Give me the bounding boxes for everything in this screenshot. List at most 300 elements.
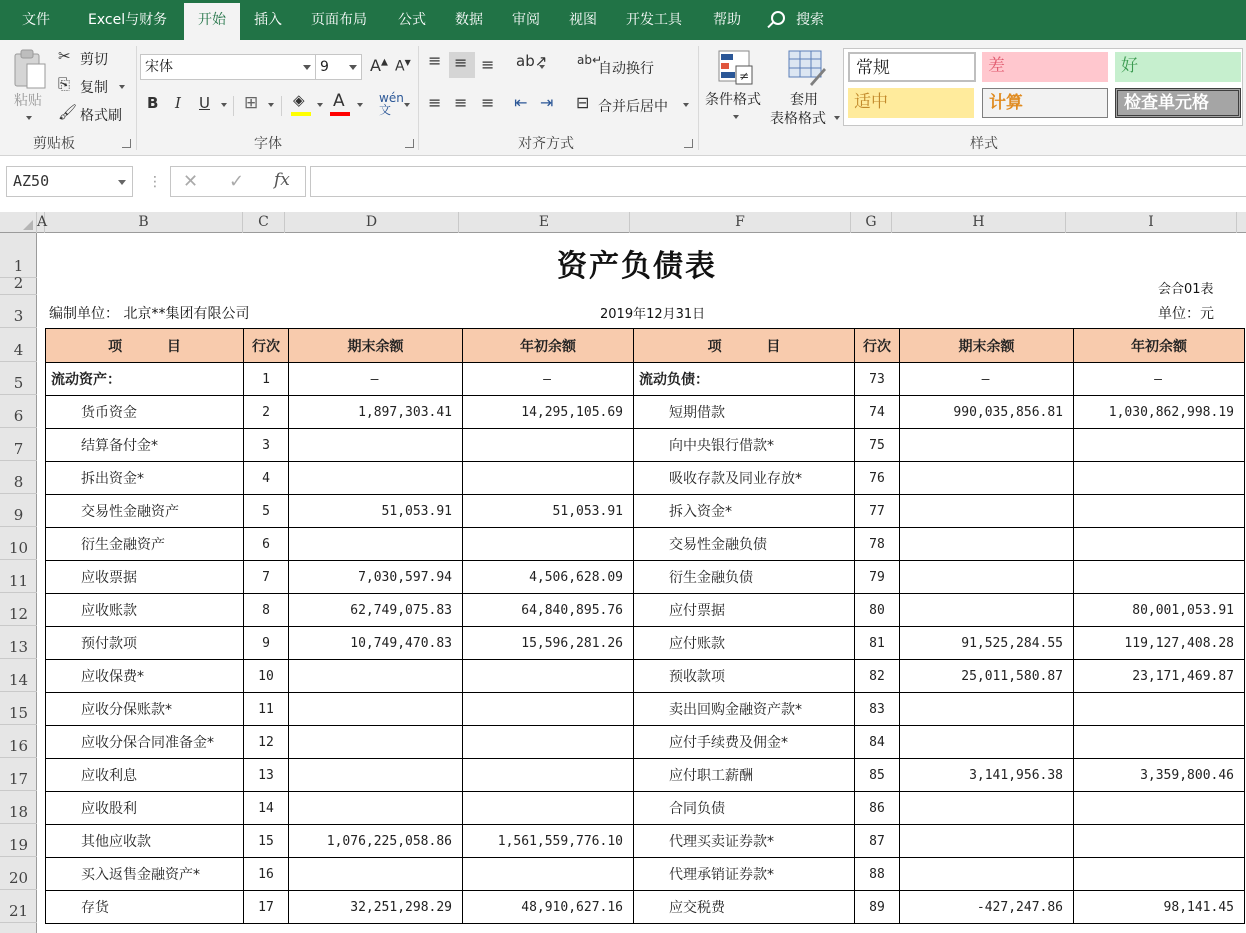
asset-line-no-cell[interactable]: 13 <box>244 759 289 792</box>
asset-line-no-cell[interactable]: 12 <box>244 726 289 759</box>
row-header[interactable] <box>0 395 37 428</box>
asset-opening-cell[interactable]: 14,295,105.69 <box>463 396 634 429</box>
liability-closing-cell[interactable]: 25,011,580.87 <box>900 660 1074 693</box>
divider <box>233 96 234 116</box>
font-family-value: 宋体 <box>145 59 173 75</box>
liability-opening-cell[interactable] <box>1074 792 1245 825</box>
asset-item-cell[interactable]: 预付款项 <box>46 627 244 660</box>
tab-excel-finance[interactable]: Excel与财务 <box>88 12 168 28</box>
asset-opening-cell[interactable] <box>463 792 634 825</box>
liability-opening-cell[interactable] <box>1074 825 1245 858</box>
asset-item-cell[interactable]: 结算备付金* <box>46 429 244 462</box>
row-header[interactable] <box>0 659 37 692</box>
liability-closing-cell[interactable] <box>900 594 1074 627</box>
asset-item-cell[interactable]: 应收利息 <box>46 759 244 792</box>
liability-item-cell[interactable]: 吸收存款及同业存放* <box>634 462 855 495</box>
asset-item-cell[interactable]: 流动资产： <box>46 363 244 396</box>
row-number: 16 <box>8 737 29 755</box>
table-row <box>46 792 1245 825</box>
liability-opening-cell[interactable]: 98,141.45 <box>1074 891 1245 924</box>
column-header-c[interactable]: C <box>243 212 285 233</box>
divider <box>698 46 699 150</box>
row-number: 5 <box>13 374 24 392</box>
align-bottom-icon[interactable]: ≡ <box>481 55 495 74</box>
row-header[interactable] <box>0 824 37 857</box>
liability-line-no-cell[interactable]: 79 <box>855 561 900 594</box>
asset-closing-cell[interactable] <box>289 858 463 891</box>
liability-item-cell[interactable]: 应付手续费及佣金* <box>634 726 855 759</box>
liability-closing-cell[interactable] <box>900 825 1074 858</box>
borders-dropdown-icon[interactable] <box>268 103 274 107</box>
tab-formulas[interactable]: 公式 <box>398 12 426 28</box>
align-right-icon[interactable]: ≡ <box>481 93 495 112</box>
liability-item-cell[interactable]: 代理承销证券款* <box>634 858 855 891</box>
row-header[interactable] <box>0 461 37 494</box>
decrease-font-icon[interactable]: A▼ <box>395 58 411 75</box>
asset-closing-cell[interactable]: 7,030,597.94 <box>289 561 463 594</box>
liability-closing-cell[interactable] <box>900 726 1074 759</box>
chevron-down-icon <box>303 65 311 70</box>
liability-line-no-cell[interactable]: 89 <box>855 891 900 924</box>
underline-button[interactable]: U <box>199 94 210 112</box>
asset-item-cell[interactable]: 应收账款 <box>46 594 244 627</box>
asset-closing-cell[interactable] <box>289 462 463 495</box>
asset-line-no-cell[interactable]: 8 <box>244 594 289 627</box>
currency-unit: 单位：元 <box>1158 306 1214 322</box>
asset-closing-cell[interactable]: 62,749,075.83 <box>289 594 463 627</box>
tab-help[interactable]: 帮助 <box>713 12 741 28</box>
increase-indent-icon[interactable]: ⇥ <box>540 93 554 112</box>
asset-opening-cell[interactable] <box>463 528 634 561</box>
asset-line-no-cell[interactable]: 10 <box>244 660 289 693</box>
name-box-value: AZ50 <box>13 172 50 190</box>
asset-closing-cell[interactable] <box>289 660 463 693</box>
liability-opening-cell[interactable] <box>1074 726 1245 759</box>
liability-opening-cell[interactable]: 23,171,469.87 <box>1074 660 1245 693</box>
asset-opening-cell[interactable] <box>463 858 634 891</box>
form-number: 会合01表 <box>1158 282 1214 297</box>
asset-opening-cell[interactable] <box>463 429 634 462</box>
formula-bar-buttons <box>170 166 306 197</box>
copy-dropdown-icon[interactable] <box>119 85 125 89</box>
row-header[interactable] <box>0 560 37 593</box>
tab-insert[interactable]: 插入 <box>254 12 282 28</box>
tab-review[interactable]: 审阅 <box>512 12 540 28</box>
style-calculation[interactable]: 计算 <box>982 88 1108 118</box>
row-header[interactable] <box>0 274 37 295</box>
liability-item-cell[interactable]: 应付职工薪酬 <box>634 759 855 792</box>
table-row <box>46 363 1245 396</box>
liability-item-cell[interactable]: 衍生金融负债 <box>634 561 855 594</box>
alignment-launcher-icon[interactable] <box>684 139 693 148</box>
column-header-h[interactable]: H <box>892 212 1066 233</box>
liability-item-cell[interactable]: 代理买卖证券款* <box>634 825 855 858</box>
search-box[interactable]: 搜索 <box>796 12 824 28</box>
cancel-icon[interactable]: ✕ <box>183 171 199 192</box>
liability-opening-cell[interactable]: – <box>1074 363 1245 396</box>
liability-line-no-cell[interactable]: 84 <box>855 726 900 759</box>
align-center-icon[interactable]: ≡ <box>454 93 468 112</box>
liability-line-no-cell[interactable]: 76 <box>855 462 900 495</box>
tab-view[interactable]: 视图 <box>569 12 597 28</box>
asset-line-no-cell[interactable]: 1 <box>244 363 289 396</box>
merge-dropdown-icon[interactable] <box>683 103 689 107</box>
tab-data[interactable]: 数据 <box>455 12 483 28</box>
column-headers <box>0 212 1246 233</box>
table-row <box>46 495 1245 528</box>
asset-line-no-cell[interactable]: 5 <box>244 495 289 528</box>
name-box[interactable] <box>6 166 133 197</box>
row-number: 10 <box>8 539 29 557</box>
liability-item-cell[interactable]: 卖出回购金融资产款* <box>634 693 855 726</box>
asset-opening-cell[interactable]: 51,053.91 <box>463 495 634 528</box>
row-number: 12 <box>8 605 29 623</box>
asset-item-cell[interactable]: 其他应收款 <box>46 825 244 858</box>
clipboard-launcher-icon[interactable] <box>122 139 131 148</box>
liability-line-no-cell[interactable]: 86 <box>855 792 900 825</box>
format-as-table-label-1[interactable]: 套用 <box>790 92 818 108</box>
liability-opening-cell[interactable] <box>1074 561 1245 594</box>
asset-item-cell[interactable]: 买入返售金融资产* <box>46 858 244 891</box>
asset-opening-cell[interactable]: 64,840,895.76 <box>463 594 634 627</box>
asset-closing-cell[interactable]: 1,076,225,058.86 <box>289 825 463 858</box>
asset-opening-cell[interactable]: 48,910,627.16 <box>463 891 634 924</box>
liability-line-no-cell[interactable]: 81 <box>855 627 900 660</box>
header-opening-balance[interactable]: 年初余额 <box>1074 329 1245 363</box>
header-closing-balance[interactable]: 期末余额 <box>900 329 1074 363</box>
row-number: 17 <box>8 770 29 788</box>
row-header[interactable] <box>0 758 37 791</box>
phonetic-dropdown-icon[interactable] <box>404 103 410 107</box>
row-number: 11 <box>8 572 29 590</box>
asset-line-no-cell[interactable]: 15 <box>244 825 289 858</box>
asset-line-no-cell[interactable]: 3 <box>244 429 289 462</box>
merge-center-button[interactable]: 合并后居中 <box>598 99 668 115</box>
asset-closing-cell[interactable] <box>289 528 463 561</box>
table-row <box>46 825 1245 858</box>
tab-developer[interactable]: 开发工具 <box>626 12 682 28</box>
underline-dropdown-icon[interactable] <box>221 103 227 107</box>
align-left-icon[interactable]: ≡ <box>428 93 442 112</box>
column-header-b[interactable]: B <box>45 212 243 233</box>
row-number: 13 <box>8 638 29 656</box>
asset-line-no-cell[interactable]: 7 <box>244 561 289 594</box>
liability-opening-cell[interactable]: 3,359,800.46 <box>1074 759 1245 792</box>
row-header[interactable] <box>0 593 37 626</box>
asset-closing-cell[interactable]: 10,749,470.83 <box>289 627 463 660</box>
fill-color-swatch <box>291 112 311 116</box>
liability-line-no-cell[interactable]: 82 <box>855 660 900 693</box>
liability-opening-cell[interactable] <box>1074 429 1245 462</box>
table-row <box>46 726 1245 759</box>
font-size-combo[interactable] <box>315 54 362 80</box>
cut-button[interactable]: 剪切 <box>80 52 108 68</box>
clipboard-group-label: 剪贴板 <box>33 136 75 152</box>
asset-line-no-cell[interactable]: 16 <box>244 858 289 891</box>
liability-item-cell[interactable]: 应付票据 <box>634 594 855 627</box>
liability-line-no-cell[interactable]: 77 <box>855 495 900 528</box>
sheet-cells[interactable] <box>37 233 1246 933</box>
liability-line-no-cell[interactable]: 75 <box>855 429 900 462</box>
format-painter-button[interactable]: 格式刷 <box>80 108 122 124</box>
header-closing-balance[interactable]: 期末余额 <box>289 329 463 363</box>
liability-closing-cell[interactable]: – <box>900 363 1074 396</box>
row-header[interactable] <box>0 890 37 923</box>
row-header[interactable] <box>0 362 37 395</box>
asset-closing-cell[interactable]: 51,053.91 <box>289 495 463 528</box>
asset-item-cell[interactable]: 应收股利 <box>46 792 244 825</box>
table-header-row <box>46 329 1245 363</box>
asset-line-no-cell[interactable]: 9 <box>244 627 289 660</box>
liability-opening-cell[interactable] <box>1074 858 1245 891</box>
search-icon[interactable] <box>771 11 785 25</box>
row-header[interactable] <box>0 626 37 659</box>
liability-opening-cell[interactable] <box>1074 462 1245 495</box>
asset-closing-cell[interactable] <box>289 429 463 462</box>
row-header[interactable] <box>0 791 37 824</box>
copy-icon: ⎘ <box>58 75 71 93</box>
asset-line-no-cell[interactable]: 2 <box>244 396 289 429</box>
table-row <box>46 561 1245 594</box>
formula-input[interactable] <box>310 166 1246 197</box>
row-header[interactable] <box>0 857 37 890</box>
font-group-label: 字体 <box>254 136 282 152</box>
liability-item-cell[interactable]: 应付账款 <box>634 627 855 660</box>
liability-item-cell[interactable]: 短期借款 <box>634 396 855 429</box>
header-item[interactable]: 项 目 <box>634 329 855 363</box>
liability-closing-cell[interactable]: 91,525,284.55 <box>900 627 1074 660</box>
row-number: 14 <box>8 671 29 689</box>
asset-opening-cell[interactable]: 4,506,628.09 <box>463 561 634 594</box>
report-title: 资产负债表 <box>557 249 717 284</box>
asset-item-cell[interactable]: 衍生金融资产 <box>46 528 244 561</box>
asset-closing-cell[interactable]: 32,251,298.29 <box>289 891 463 924</box>
paste-label: 粘贴 <box>14 93 42 109</box>
divider <box>136 46 137 150</box>
column-header-d[interactable]: D <box>285 212 459 233</box>
asset-item-cell[interactable]: 货币资金 <box>46 396 244 429</box>
liability-line-no-cell[interactable]: 83 <box>855 693 900 726</box>
table-row <box>46 462 1245 495</box>
asset-closing-cell[interactable] <box>289 792 463 825</box>
orientation-icon[interactable]: ab↗ <box>516 52 548 70</box>
liability-closing-cell[interactable]: 3,141,956.38 <box>900 759 1074 792</box>
row-header[interactable] <box>0 233 37 278</box>
asset-opening-cell[interactable] <box>463 759 634 792</box>
header-opening-balance[interactable]: 年初余额 <box>463 329 634 363</box>
style-neutral[interactable]: 适中 <box>848 88 974 118</box>
row-header[interactable] <box>0 295 37 328</box>
row-header[interactable] <box>0 725 37 758</box>
liability-item-cell[interactable]: 向中央银行借款* <box>634 429 855 462</box>
liability-closing-cell[interactable] <box>900 792 1074 825</box>
orientation-dropdown-icon[interactable] <box>539 65 545 69</box>
column-header-a[interactable]: A <box>37 212 45 233</box>
column-header-i[interactable]: I <box>1066 212 1237 233</box>
liability-line-no-cell[interactable]: 73 <box>855 363 900 396</box>
asset-item-cell[interactable]: 存货 <box>46 891 244 924</box>
paste-icon <box>12 48 48 90</box>
row-header[interactable] <box>0 527 37 560</box>
fill-color-icon[interactable]: ◈ <box>293 91 305 109</box>
table-row <box>46 660 1245 693</box>
decrease-indent-icon[interactable]: ⇤ <box>514 93 528 112</box>
asset-opening-cell[interactable]: 1,561,559,776.10 <box>463 825 634 858</box>
column-header-g[interactable]: G <box>851 212 892 233</box>
phonetic-icon[interactable]: wén 文 <box>379 91 404 117</box>
asset-item-cell[interactable]: 应收票据 <box>46 561 244 594</box>
table-row <box>46 858 1245 891</box>
confirm-icon[interactable]: ✓ <box>229 171 245 192</box>
font-color-dropdown-icon[interactable] <box>357 103 363 107</box>
font-launcher-icon[interactable] <box>405 139 414 148</box>
asset-closing-cell[interactable] <box>289 759 463 792</box>
asset-closing-cell[interactable] <box>289 693 463 726</box>
asset-line-no-cell[interactable]: 14 <box>244 792 289 825</box>
liability-opening-cell[interactable] <box>1074 693 1245 726</box>
chevron-down-icon <box>349 65 357 70</box>
liability-opening-cell[interactable] <box>1074 495 1245 528</box>
liability-closing-cell[interactable] <box>900 495 1074 528</box>
style-normal[interactable]: 常规 <box>848 52 976 82</box>
report-date: 2019年12月31日 <box>600 307 706 322</box>
align-middle-button[interactable] <box>449 52 475 78</box>
bold-button[interactable]: B <box>147 94 159 112</box>
asset-line-no-cell[interactable]: 4 <box>244 462 289 495</box>
header-item[interactable]: 项 目 <box>46 329 244 363</box>
liability-line-no-cell[interactable]: 74 <box>855 396 900 429</box>
row-header[interactable] <box>0 328 37 362</box>
tab-home[interactable]: 开始 <box>184 3 240 40</box>
format-as-table-dropdown-icon[interactable] <box>834 116 840 120</box>
increase-font-icon[interactable]: A▲ <box>370 56 388 75</box>
conditional-dropdown-icon[interactable] <box>733 115 739 119</box>
alignment-group-label: 对齐方式 <box>518 136 574 152</box>
asset-line-no-cell[interactable]: 6 <box>244 528 289 561</box>
liability-opening-cell[interactable] <box>1074 528 1245 561</box>
formula-bar <box>0 164 1246 200</box>
asset-closing-cell[interactable]: 1,897,303.41 <box>289 396 463 429</box>
liability-line-no-cell[interactable]: 85 <box>855 759 900 792</box>
liability-line-no-cell[interactable]: 88 <box>855 858 900 891</box>
fill-color-dropdown-icon[interactable] <box>317 103 323 107</box>
styles-group-label: 样式 <box>970 136 998 152</box>
style-check-cell[interactable]: 检查单元格 <box>1115 88 1241 118</box>
font-color-icon[interactable]: A <box>333 91 345 111</box>
asset-opening-cell[interactable]: 15,596,281.26 <box>463 627 634 660</box>
row-number: 1 <box>13 257 24 275</box>
tab-page-layout[interactable]: 页面布局 <box>311 12 367 28</box>
asset-opening-cell[interactable] <box>463 693 634 726</box>
tab-file[interactable]: 文件 <box>22 12 50 28</box>
insert-function-icon[interactable]: fx <box>274 170 290 190</box>
liability-closing-cell[interactable] <box>900 561 1074 594</box>
liability-closing-cell[interactable] <box>900 528 1074 561</box>
liability-closing-cell[interactable]: -427,247.86 <box>900 891 1074 924</box>
liability-item-cell[interactable]: 交易性金融负债 <box>634 528 855 561</box>
row-number: 19 <box>8 836 29 854</box>
asset-opening-cell[interactable] <box>463 726 634 759</box>
header-line-no[interactable]: 行次 <box>244 329 289 363</box>
ribbon-tab-bar <box>0 0 1246 40</box>
style-bad[interactable]: 差 <box>982 52 1108 82</box>
chevron-down-icon <box>118 180 126 185</box>
liability-opening-cell[interactable]: 119,127,408.28 <box>1074 627 1245 660</box>
conditional-formatting-icon <box>718 50 754 86</box>
font-family-combo[interactable] <box>140 54 316 80</box>
liability-line-no-cell[interactable]: 80 <box>855 594 900 627</box>
asset-item-cell[interactable]: 交易性金融资产 <box>46 495 244 528</box>
asset-closing-cell[interactable] <box>289 726 463 759</box>
asset-opening-cell[interactable] <box>463 660 634 693</box>
liability-item-cell[interactable]: 拆入资金* <box>634 495 855 528</box>
liability-line-no-cell[interactable]: 87 <box>855 825 900 858</box>
liability-closing-cell[interactable] <box>900 693 1074 726</box>
row-header[interactable] <box>0 428 37 461</box>
wrap-text-button[interactable]: 自动换行 <box>598 61 654 77</box>
column-header-f[interactable]: F <box>630 212 851 233</box>
merge-center-icon: ⊟ <box>576 93 590 112</box>
column-header-e[interactable]: E <box>459 212 630 233</box>
balance-sheet-table <box>45 328 1245 924</box>
asset-closing-cell[interactable]: – <box>289 363 463 396</box>
asset-item-cell[interactable]: 应收分保账款* <box>46 693 244 726</box>
borders-icon[interactable]: ⊞ <box>244 93 259 113</box>
asset-item-cell[interactable]: 应收分保合同准备金* <box>46 726 244 759</box>
paste-dropdown-icon[interactable] <box>26 116 32 120</box>
italic-button[interactable]: I <box>175 94 181 112</box>
liability-closing-cell[interactable] <box>900 462 1074 495</box>
liability-item-cell[interactable]: 流动负债： <box>634 363 855 396</box>
asset-line-no-cell[interactable]: 17 <box>244 891 289 924</box>
asset-opening-cell[interactable]: – <box>463 363 634 396</box>
table-row <box>46 627 1245 660</box>
asset-item-cell[interactable]: 拆出资金* <box>46 462 244 495</box>
row-header[interactable] <box>0 692 37 725</box>
asset-line-no-cell[interactable]: 11 <box>244 693 289 726</box>
format-as-table-label-2[interactable]: 表格格式 <box>770 111 826 127</box>
liability-line-no-cell[interactable]: 78 <box>855 528 900 561</box>
liability-item-cell[interactable]: 应交税费 <box>634 891 855 924</box>
format-as-table-icon <box>788 50 826 86</box>
formula-bar-grip-icon[interactable]: ⋮ <box>148 174 162 190</box>
liability-opening-cell[interactable]: 80,001,053.91 <box>1074 594 1245 627</box>
header-line-no[interactable]: 行次 <box>855 329 900 363</box>
asset-item-cell[interactable]: 应收保费* <box>46 660 244 693</box>
style-good[interactable]: 好 <box>1115 52 1241 82</box>
row-header[interactable] <box>0 494 37 527</box>
copy-button[interactable]: 复制 <box>80 80 108 96</box>
row-number: 20 <box>8 869 29 887</box>
asset-opening-cell[interactable] <box>463 462 634 495</box>
liability-item-cell[interactable]: 预收款项 <box>634 660 855 693</box>
liability-closing-cell[interactable]: 990,035,856.81 <box>900 396 1074 429</box>
format-painter-icon: 🖌 <box>58 103 78 121</box>
row-number: 8 <box>13 473 24 491</box>
row-number: 18 <box>8 803 29 821</box>
paste-button[interactable] <box>12 48 48 96</box>
row-number: 7 <box>13 440 24 458</box>
worksheet-grid <box>0 212 1246 933</box>
select-all-button[interactable] <box>0 212 37 233</box>
liability-closing-cell[interactable] <box>900 429 1074 462</box>
liability-item-cell[interactable]: 合同负债 <box>634 792 855 825</box>
conditional-formatting-button[interactable]: 条件格式 <box>705 92 761 108</box>
liability-closing-cell[interactable] <box>900 858 1074 891</box>
company-name: 编制单位： 北京**集团有限公司 <box>49 306 250 322</box>
align-top-icon[interactable]: ≡ <box>428 51 442 70</box>
liability-opening-cell[interactable]: 1,030,862,998.19 <box>1074 396 1245 429</box>
